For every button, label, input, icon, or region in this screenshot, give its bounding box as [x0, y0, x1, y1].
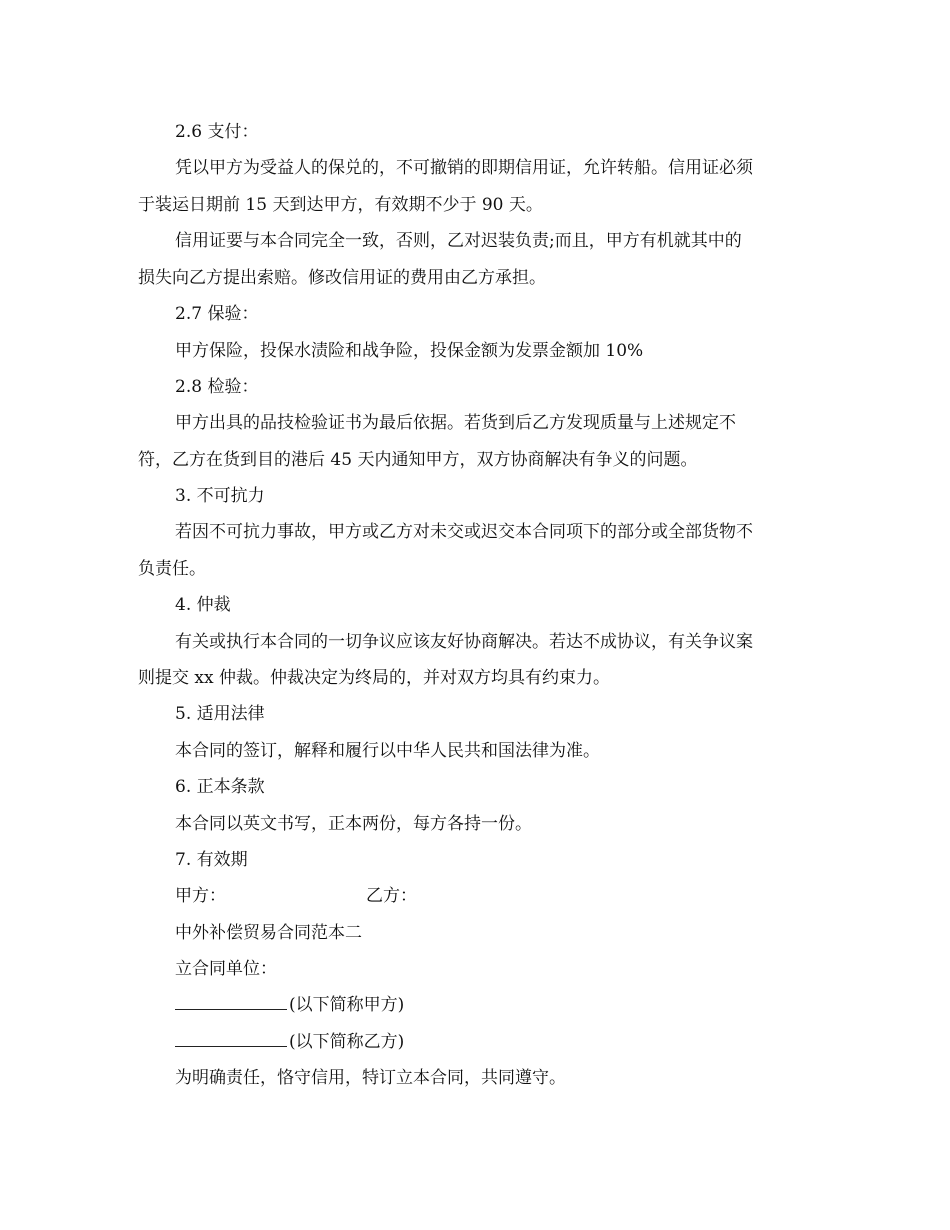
section-2-6-heading: 2.6 支付： [175, 122, 259, 142]
closing-statement: 为明确责任，恪守信用，特订立本合同，共同遵守。 [175, 1068, 566, 1088]
signature-row [175, 885, 818, 907]
section-4-paragraph-line-2: 则提交 xx 仲裁。仲裁决定为终局的，并对双方均具有约束力。 [138, 668, 610, 688]
party-b-note: (以下简称乙方) [289, 1032, 405, 1052]
party-a-fill-line [175, 994, 818, 1016]
section-2-7-paragraph: 甲方保险，投保水渍险和战争险，投保金额为发票金额加 10% [175, 341, 644, 361]
section-2-8-paragraph-line-2: 符，乙方在货到目的港后 45 天内通知甲方，双方协商解决有争义的问题。 [138, 450, 698, 470]
contract-template-title: 中外补偿贸易合同范本二 [175, 923, 362, 943]
section-2-6-paragraph-1-line-1: 凭以甲方为受益人的保兑的，不可撤销的即期信用证，允许转船。信用证必须 [175, 158, 753, 178]
section-4-heading: 4. 仲裁 [175, 595, 231, 615]
contracting-units-label: 立合同单位： [175, 959, 277, 979]
section-6-paragraph: 本合同以英文书写，正本两份，每方各持一份。 [175, 814, 532, 834]
section-2-8-paragraph-line-1: 甲方出具的品技检验证书为最后依据。若货到后乙方发现质量与上述规定不 [175, 413, 736, 433]
party-a-label: 甲方： [175, 886, 226, 906]
section-3-heading: 3. 不可抗力 [175, 486, 265, 506]
section-2-6-paragraph-2-line-1: 信用证要与本合同完全一致，否则，乙对迟装负责;而且，甲方有机就其中的 [175, 231, 742, 251]
section-2-6-paragraph-1-line-2: 于装运日期前 15 天到达甲方，有效期不少于 90 天。 [138, 195, 543, 215]
party-b-label: 乙方： [366, 886, 417, 906]
section-6-heading: 6. 正本条款 [175, 777, 265, 797]
section-4-paragraph-line-1: 有关或执行本合同的一切争议应该友好协商解决。若达不成协议，有关争议案 [175, 632, 753, 652]
section-5-paragraph: 本合同的签订，解释和履行以中华人民共和国法律为准。 [175, 741, 600, 761]
party-a-blank [175, 994, 287, 1010]
section-5-heading: 5. 适用法律 [175, 704, 265, 724]
section-2-8-heading: 2.8 检验： [175, 377, 259, 397]
section-3-paragraph-line-2: 负责任。 [138, 559, 206, 579]
section-7-heading: 7. 有效期 [175, 850, 248, 870]
section-3-paragraph-line-1: 若因不可抗力事故，甲方或乙方对未交或迟交本合同项下的部分或全部货物不 [175, 522, 753, 542]
section-2-7-heading: 2.7 保验： [175, 304, 259, 324]
party-b-blank [175, 1031, 287, 1047]
party-b-fill-line [175, 1031, 818, 1053]
party-a-note: (以下简称甲方) [289, 995, 405, 1015]
section-2-6-paragraph-2-line-2: 损失向乙方提出索赔。修改信用证的费用由乙方承担。 [138, 268, 546, 288]
